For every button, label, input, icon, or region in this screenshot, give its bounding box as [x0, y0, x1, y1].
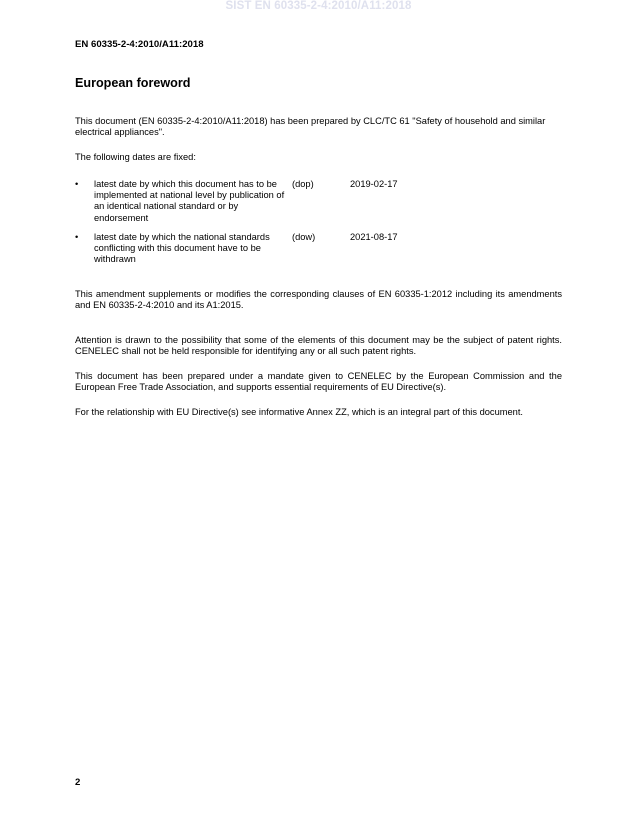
date-description: latest date by which the national standards conflicting with this document have to be withdrawn [94, 232, 270, 265]
date-value: 2019-02-17 [350, 179, 398, 189]
amendment-paragraph: This amendment supplements or modifies the corresponding clauses of EN 60335-1:2012 including its amendments and EN 60335-2-4:2010 and its A1:2015. [75, 289, 562, 311]
page-number: 2 [75, 777, 81, 788]
section-title: European foreword [75, 76, 191, 90]
date-code: (dow) [292, 232, 316, 242]
document-id: EN 60335-2-4:2010/A11:2018 [75, 39, 204, 50]
bullet-icon: • [75, 179, 79, 189]
relationship-paragraph: For the relationship with EU Directive(s) see informative Annex ZZ, which is an integral part of this document. [75, 407, 523, 417]
attention-paragraph: Attention is drawn to the possibility that some of the elements of this document may be the subject of patent rights. CENELEC shall not be held responsible for identifying any or all such patent rights. [75, 335, 562, 357]
intro-paragraph: This document (EN 60335-2-4:2010/A11:2018) has been prepared by CLC/TC 61 "Safety of household and similar electrical appliances". [75, 116, 546, 138]
mandate-paragraph: This document has been prepared under a mandate given to CENELEC by the European Commission and the European Free Trade Association, and supports essential requirements of EU Directive(s). [75, 371, 562, 393]
bullet-icon: • [75, 232, 79, 242]
date-code: (dop) [292, 179, 314, 189]
watermark: SIST EN 60335-2-4:2010/A11:2018 [225, 0, 412, 12]
dates-intro-paragraph: The following dates are fixed: [75, 152, 196, 162]
date-value: 2021-08-17 [350, 232, 398, 242]
date-description: latest date by which this document has to be implemented at national level by publication of an identical national standard or by endorsement [94, 179, 285, 223]
